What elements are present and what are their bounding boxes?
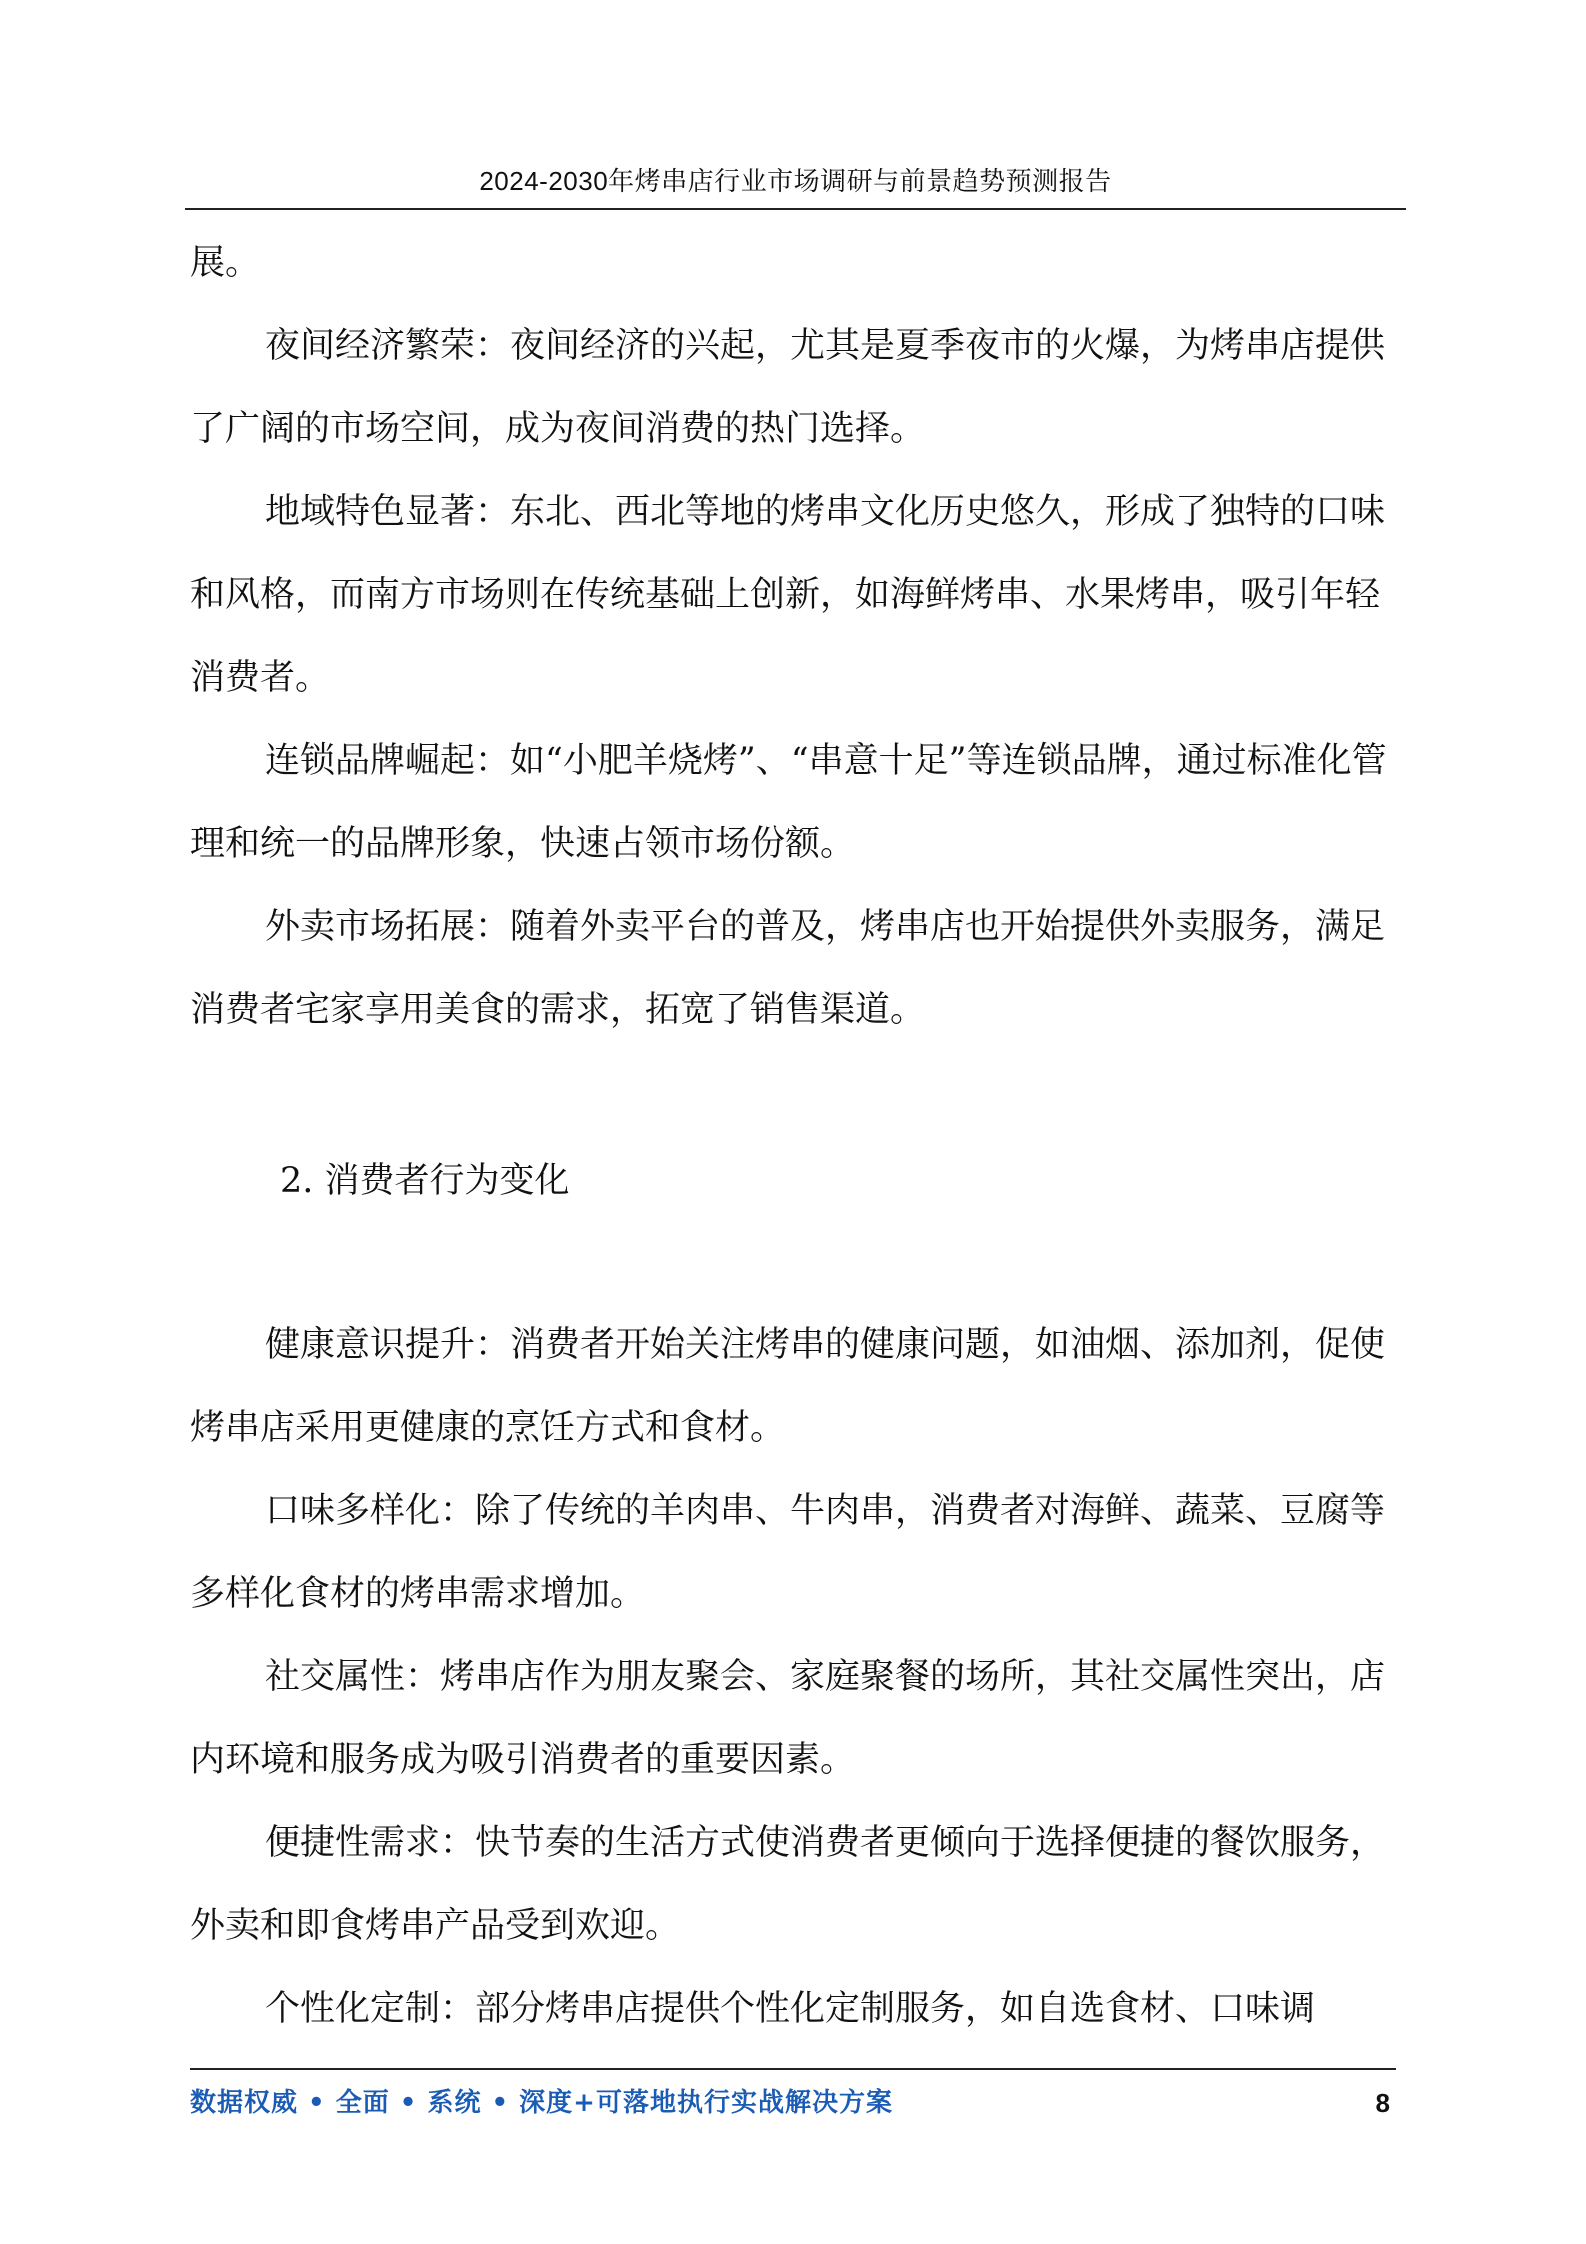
section-heading-block [190,1140,1390,1223]
footer-divider [190,2068,1396,2070]
paragraph-taste-diversity: 口味多样化：除了传统的羊肉串、牛肉串，消费者对海鲜、蔬菜、豆腐等多样化食材的烤串需求增加。 [190,1491,1386,1614]
paragraph-social-attribute: 社交属性：烤串店作为朋友聚会、家庭聚餐的场所，其社交属性突出，店内环境和服务成为吸引消费者的重要因素。 [190,1657,1386,1780]
page-body [190,222,1390,1052]
paragraph-delivery-market: 外卖市场拓展：随着外卖平台的普及，烤串店也开始提供外卖服务，满足消费者宅家享用美食的需求，拓宽了销售渠道。 [190,907,1386,1030]
paragraph-customization: 个性化定制：部分烤串店提供个性化定制服务，如自选食材、口味调 [265,1989,1316,2029]
header-divider [185,208,1406,210]
paragraph-chain-brands: 连锁品牌崛起：如“小肥羊烧烤”、“串意十足”等连锁品牌，通过标准化管理和统一的品牌形象，快速占领市场份额。 [190,741,1387,864]
paragraph-convenience: 便捷性需求：快节奏的生活方式使消费者更倾向于选择便捷的餐饮服务，外卖和即食烤串产品受到欢迎。 [190,1823,1386,1946]
paragraph-health-awareness: 健康意识提升：消费者开始关注烤串的健康问题，如油烟、添加剂，促使烤串店采用更健康的烹饪方式和食材。 [190,1325,1386,1448]
section-body [190,1304,1390,2051]
paragraph-regional-features: 地域特色显著：东北、西北等地的烤串文化历史悠久，形成了独特的口味和风格，而南方市场则在传统基础上创新，如海鲜烤串、水果烤串，吸引年轻消费者。 [190,492,1386,698]
paragraph-continuation: 展。 [190,243,261,283]
running-header-title: 2024-2030年烤串店行业市场调研与前景趋势预测报告 [479,166,1112,196]
paragraph-night-economy: 夜间经济繁荣：夜间经济的兴起，尤其是夏季夜市的火爆，为烤串店提供了广阔的市场空间，成为夜间消费的热门选择。 [190,326,1386,449]
section-heading: 2. 消费者行为变化 [280,1161,570,1201]
page-number: 8 [1375,2088,1390,2118]
footer-slogan: 数据权威 • 全面 • 系统 • 深度+可落地执行实战解决方案 [190,2088,893,2118]
